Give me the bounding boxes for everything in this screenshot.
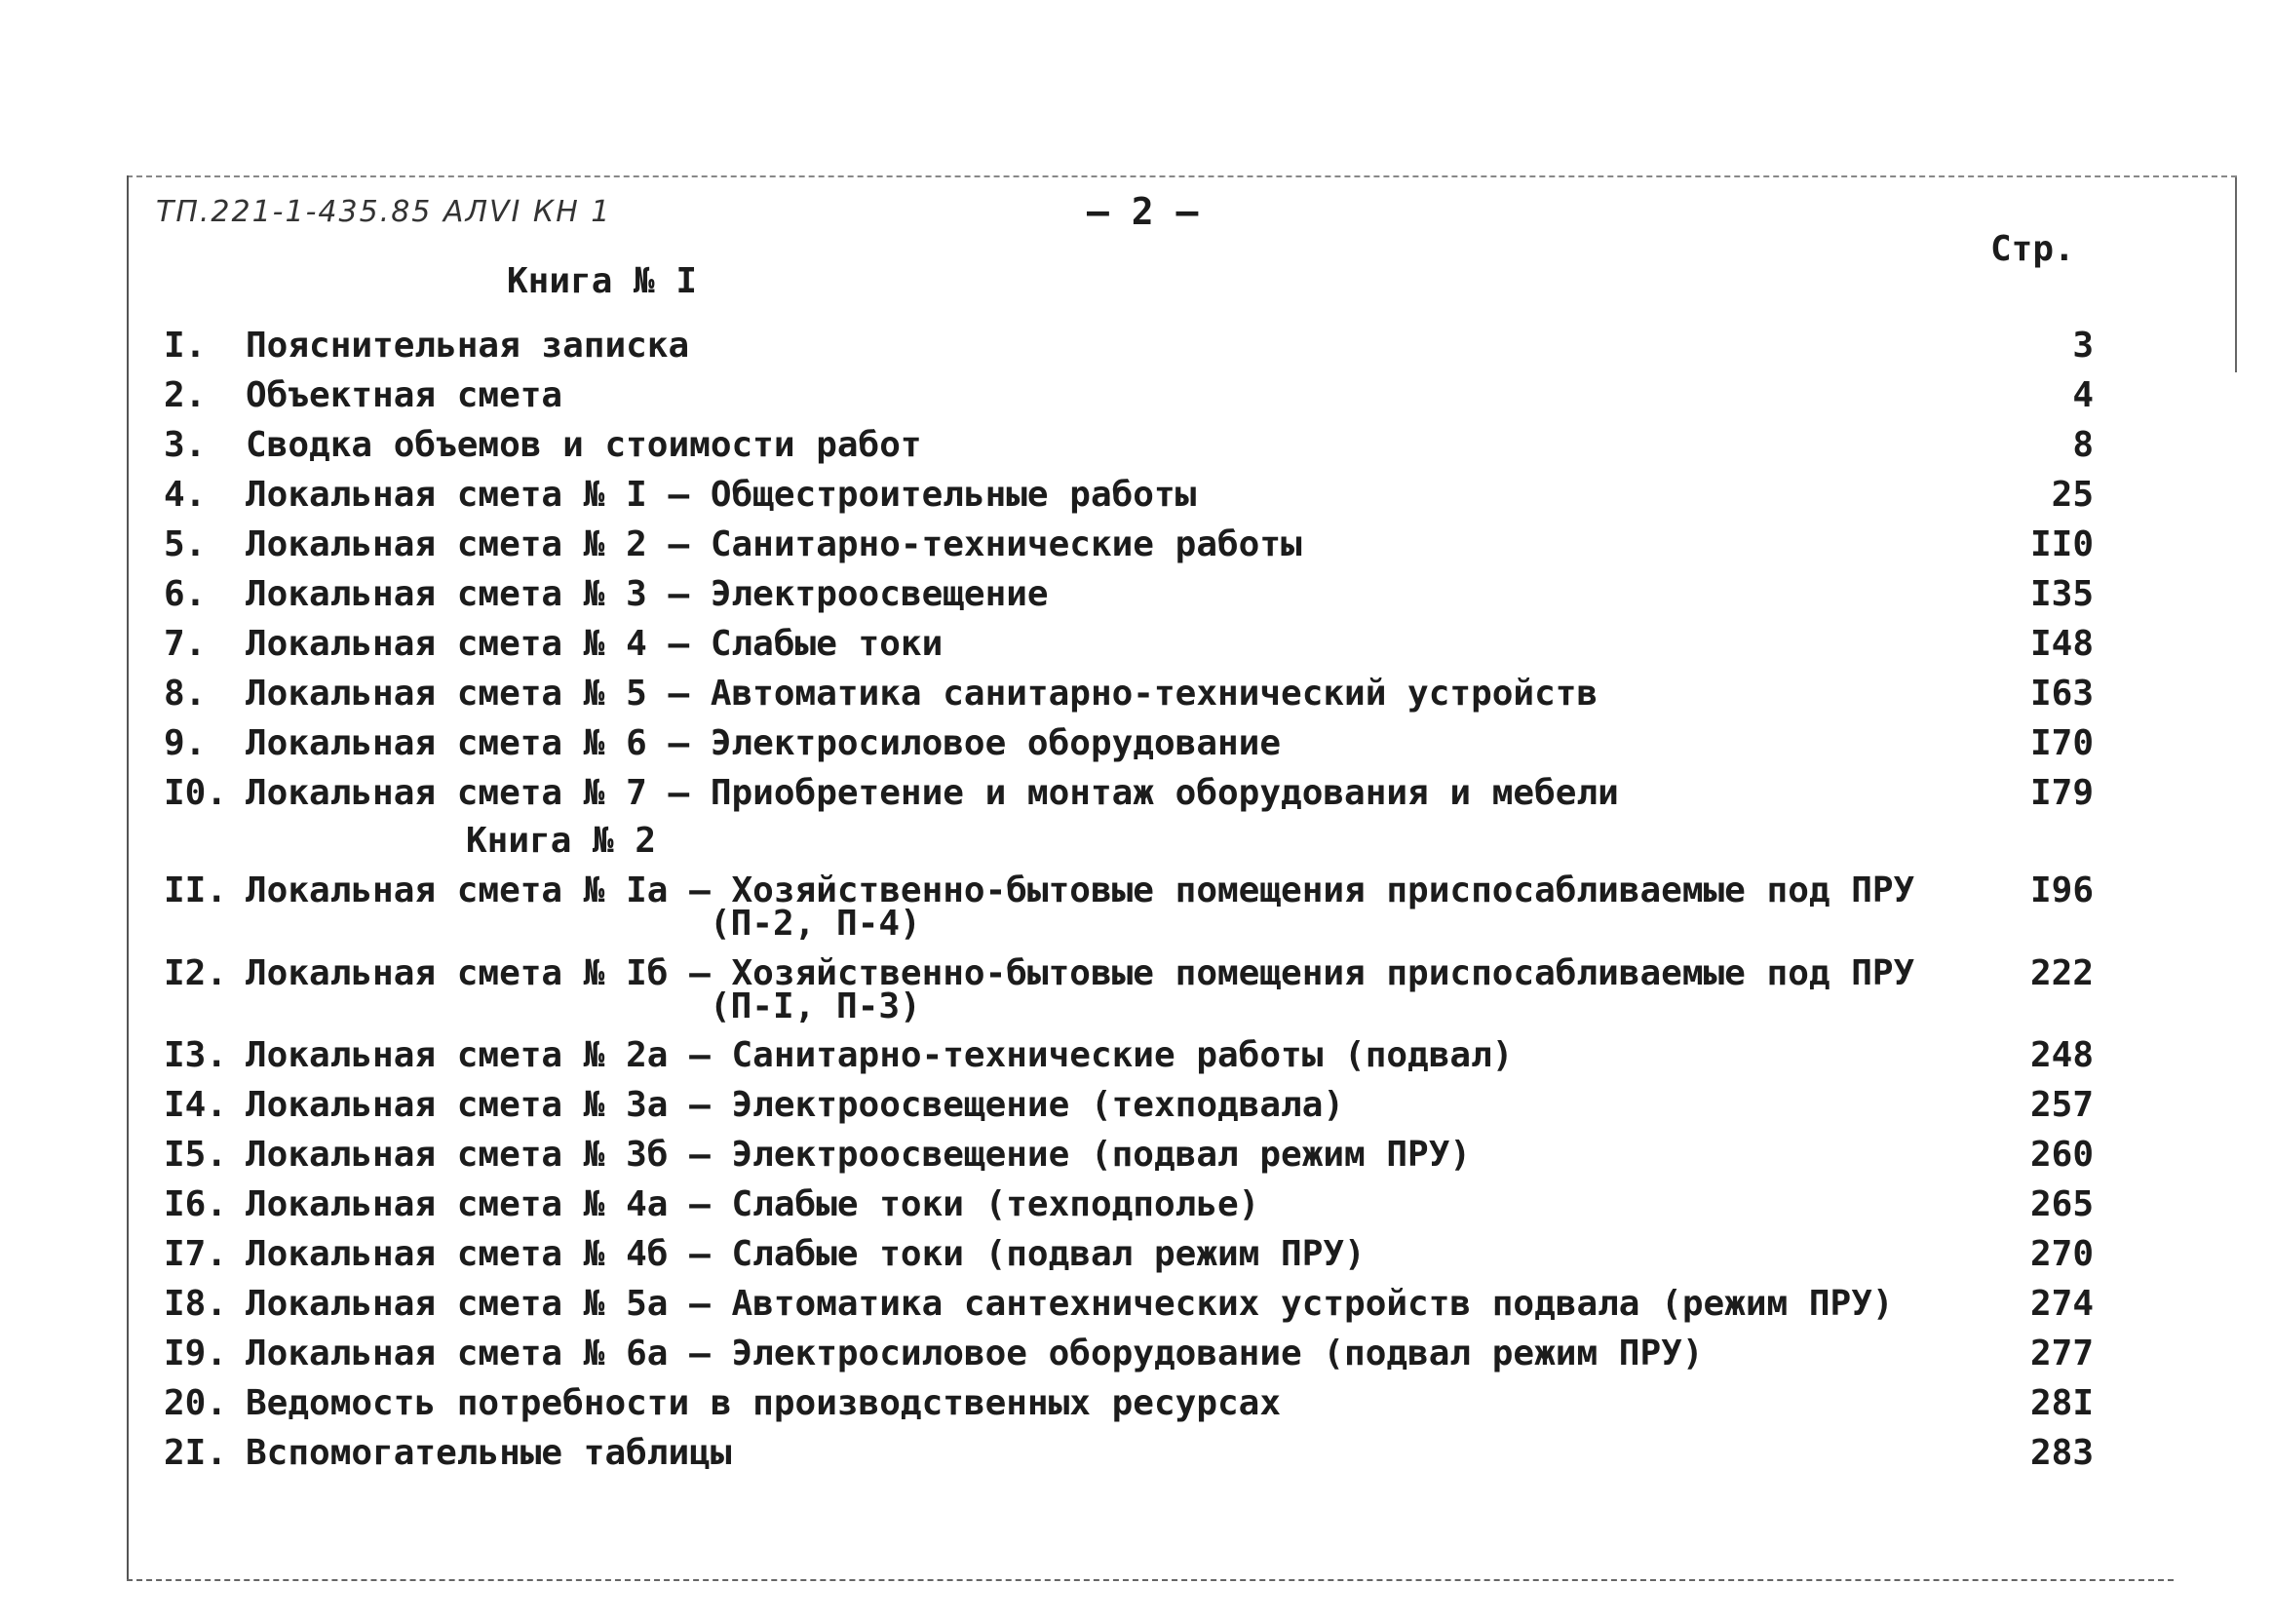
toc-page: 28I <box>2029 1383 2094 1423</box>
toc-number: I3. <box>164 1035 228 1075</box>
toc-title: Локальная смета № 6а – Электросиловое оборудование (подвал режим ПРУ) <box>246 1334 1704 1373</box>
toc-title: Локальная смета № 3б – Электроосвещение (подвал режим ПРУ) <box>246 1135 1472 1175</box>
toc-title <box>246 953 1915 1026</box>
document-code: ТП.221-1-435.85 АЛVI КН 1 <box>156 195 612 229</box>
toc-title: Локальная смета № 6 – Электросиловое оборудование <box>246 723 1282 763</box>
toc-page: I35 <box>2029 574 2094 614</box>
toc-title-line: Локальная смета № Iа – Хозяйственно-бытовые помещения приспосабливаемые под ПРУ <box>246 870 1915 910</box>
toc-page: 283 <box>2029 1433 2094 1473</box>
toc-title <box>246 870 1915 944</box>
toc-number: I2. <box>164 953 228 993</box>
toc-title: Локальная смета № 5 – Автоматика санитарно-технический устройств <box>246 674 1599 714</box>
toc-page: I96 <box>2029 870 2094 910</box>
toc-title: Локальная смета № 4 – Слабые токи <box>246 624 944 664</box>
toc-number: II. <box>164 870 228 910</box>
toc-page: 265 <box>2029 1184 2094 1224</box>
toc-title: Вспомогательные таблицы <box>246 1433 732 1473</box>
toc-title: Локальная смета № I – Общестроительные работы <box>246 475 1197 515</box>
toc-page: 25 <box>2051 475 2094 515</box>
toc-title: Локальная смета № 7 – Приобретение и монтаж оборудования и мебели <box>246 773 1619 813</box>
toc-title-continuation: (П-I, П-3) <box>710 986 921 1026</box>
toc-page: 4 <box>2072 375 2094 415</box>
toc-title: Ведомость потребности в производственных ресурсах <box>246 1383 1282 1423</box>
toc-number: I7. <box>164 1234 228 1274</box>
toc-title: Пояснительная записка <box>246 326 690 366</box>
toc-number: 3. <box>164 425 207 465</box>
toc-number: 20. <box>164 1383 228 1423</box>
toc-number: I0. <box>164 773 228 813</box>
toc-page: I48 <box>2029 624 2094 664</box>
toc-number: 5. <box>164 524 207 564</box>
page-number: – 2 – <box>1087 190 1199 233</box>
frame-right-line <box>2235 177 2237 372</box>
toc-page: 270 <box>2029 1234 2094 1274</box>
book-2-title: Книга № 2 <box>466 821 657 861</box>
toc-title: Локальная смета № 4б – Слабые токи (подвал режим ПРУ) <box>246 1234 1366 1274</box>
toc-number: 2. <box>164 375 207 415</box>
frame-top-line <box>127 175 2237 177</box>
toc-page: 274 <box>2029 1284 2094 1324</box>
toc-title-continuation: (П-2, П-4) <box>710 904 921 944</box>
toc-number: 8. <box>164 674 207 714</box>
toc-number: 6. <box>164 574 207 614</box>
toc-number: I9. <box>164 1334 228 1373</box>
book-1-title: Книга № I <box>507 261 698 301</box>
toc-page: 8 <box>2072 425 2094 465</box>
toc-number: 7. <box>164 624 207 664</box>
toc-page: I70 <box>2029 723 2094 763</box>
toc-number: I6. <box>164 1184 228 1224</box>
toc-number: I. <box>164 326 207 366</box>
toc-page: II0 <box>2029 524 2094 564</box>
toc-title: Локальная смета № 3 – Электроосвещение <box>246 574 1049 614</box>
toc-title: Локальная смета № 5а – Автоматика сантехнических устройств подвала (режим ПРУ) <box>246 1284 1894 1324</box>
toc-page: 277 <box>2029 1334 2094 1373</box>
toc-page: I79 <box>2029 773 2094 813</box>
toc-number: 4. <box>164 475 207 515</box>
toc-page: I63 <box>2029 674 2094 714</box>
toc-number: 2I. <box>164 1433 228 1473</box>
toc-title-line: Локальная смета № Iб – Хозяйственно-бытовые помещения приспосабливаемые под ПРУ <box>246 953 1915 993</box>
toc-page: 3 <box>2072 326 2094 366</box>
toc-number: 9. <box>164 723 207 763</box>
toc-title: Локальная смета № 2 – Санитарно-технические работы <box>246 524 1302 564</box>
toc-title: Объектная смета <box>246 375 563 415</box>
toc-title: Локальная смета № 4а – Слабые токи (техподполье) <box>246 1184 1260 1224</box>
frame-left-line <box>127 175 129 1579</box>
toc-number: I5. <box>164 1135 228 1175</box>
toc-page: 257 <box>2029 1085 2094 1125</box>
toc-number: I4. <box>164 1085 228 1125</box>
frame-bottom-line <box>127 1579 2174 1581</box>
toc-title: Локальная смета № 3а – Электроосвещение (техподвала) <box>246 1085 1345 1125</box>
toc-number: I8. <box>164 1284 228 1324</box>
toc-title: Сводка объемов и стоимости работ <box>246 425 922 465</box>
page-column-label: Стр. <box>1990 229 2075 269</box>
toc-page: 222 <box>2029 953 2094 993</box>
toc-page: 248 <box>2029 1035 2094 1075</box>
toc-page: 260 <box>2029 1135 2094 1175</box>
toc-title: Локальная смета № 2а – Санитарно-технические работы (подвал) <box>246 1035 1514 1075</box>
